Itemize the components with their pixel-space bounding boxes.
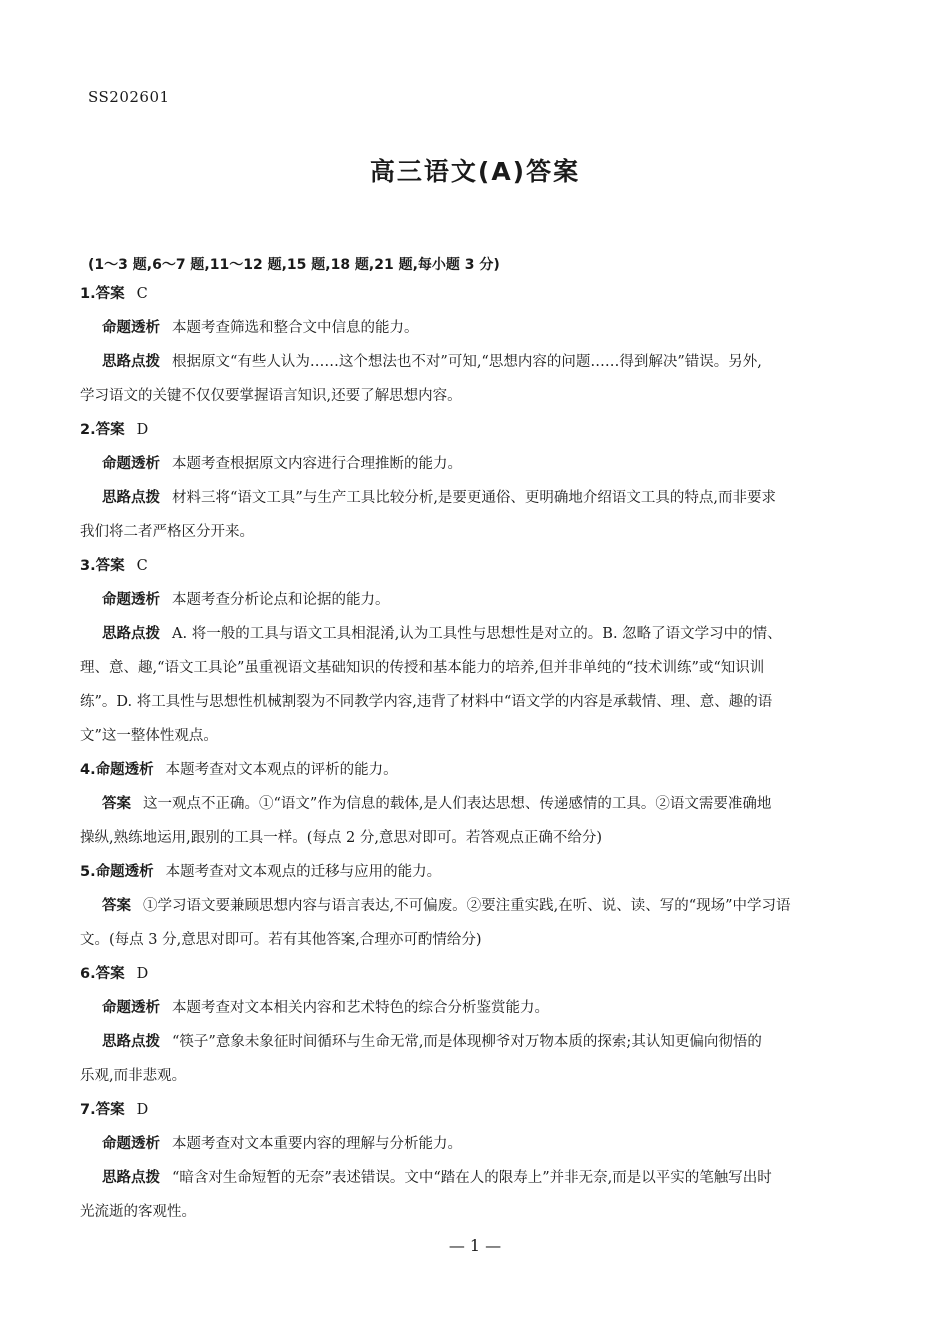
question-5-answer-continued: 文。(每点 3 分,意思对即可。若有其他答案,合理亦可酌情给分): [80, 932, 482, 948]
insight-label: 命题透析: [102, 320, 160, 336]
hint-label: 思路点拨: [102, 490, 160, 506]
insight-text: 本题考查对文本观点的评析的能力。: [165, 762, 398, 778]
hint-label: 思路点拨: [102, 1170, 160, 1186]
insight-label: 命题透析: [102, 1136, 160, 1152]
question-1-hint-continued: 学习语文的关键不仅仅要掌握语言知识,还要了解思想内容。: [80, 388, 462, 404]
hint-text: 材料三将“语文工具”与生产工具比较分析,是要更通俗、更明确地介绍语文工具的特点,而非要求: [172, 490, 777, 506]
question-number: 6.: [80, 966, 96, 982]
question-7-answer: [80, 1098, 870, 1122]
question-6-insight: [80, 996, 870, 1020]
scoring-note: (1～3 题,6～7 题,11～12 题,15 题,18 题,21 题,每小题 3 分): [88, 257, 500, 273]
insight-text: 本题考查筛选和整合文中信息的能力。: [172, 320, 419, 336]
answer-choice: D: [136, 1102, 149, 1118]
insight-text: 本题考查对文本观点的迁移与应用的能力。: [165, 864, 442, 880]
question-number: 4.: [80, 762, 96, 778]
insight-label: 命题透析: [102, 456, 160, 472]
hint-text: A. 将一般的工具与语文工具相混淆,认为工具性与思想性是对立的。B. 忽略了语文学习中的情、: [172, 626, 782, 642]
question-4-answer-continued: 操纵,熟练地运用,跟别的工具一样。(每点 2 分,意思对即可。若答观点正确不给分): [80, 830, 603, 846]
answer-label: 答案: [95, 422, 125, 438]
question-3-hint: [80, 617, 870, 651]
question-7-insight: [80, 1132, 870, 1156]
answer-label: 答案: [95, 1102, 125, 1118]
question-1-hint: [80, 345, 870, 379]
question-2-hint-continued: 我们将二者严格区分开来。: [80, 524, 254, 540]
question-4-insight: [80, 758, 870, 782]
question-number: 7.: [80, 1102, 96, 1118]
insight-label: 命题透析: [102, 1000, 160, 1016]
question-5-answer: [80, 889, 870, 923]
question-3-hint-continued-3: 文”这一整体性观点。: [80, 728, 218, 744]
question-6-answer: [80, 962, 870, 986]
question-3-insight: [80, 588, 870, 612]
hint-text: “暗含对生命短暂的无奈”表述错误。文中“踏在人的限寿上”并非无奈,而是以平实的笔触写出时: [172, 1170, 772, 1186]
hint-label: 思路点拨: [102, 1034, 160, 1050]
hint-text: 根据原文“有些人认为……这个想法也不对”可知,“思想内容的问题……得到解决”错误。另外,: [172, 354, 762, 370]
answers-content: [80, 282, 870, 1234]
question-3-answer: [80, 554, 870, 578]
question-number: 3.: [80, 558, 96, 574]
question-6-hint-continued: 乐观,而非悲观。: [80, 1068, 187, 1084]
answer-label: 答案: [95, 966, 125, 982]
question-7-hint: [80, 1161, 870, 1195]
insight-text: 本题考查对文本相关内容和艺术特色的综合分析鉴赏能力。: [172, 1000, 549, 1016]
insight-text: 本题考查根据原文内容进行合理推断的能力。: [172, 456, 462, 472]
question-1-answer: [80, 282, 870, 306]
answer-label: 答案: [102, 796, 131, 812]
question-number: 2.: [80, 422, 96, 438]
hint-text: “筷子”意象未象征时间循环与生命无常,而是体现柳爷对万物本质的探索;其认知更偏向彻悟的: [172, 1034, 762, 1050]
answer-text: ①学习语文要兼顾思想内容与语言表达,不可偏废。②要注重实践,在听、说、读、写的“现场”中学习语: [143, 898, 791, 914]
question-4-answer: [80, 787, 870, 821]
question-2-insight: [80, 452, 870, 476]
answer-choice: D: [136, 966, 149, 982]
question-3-hint-continued-2: 练”。D. 将工具性与思想性机械割裂为不同教学内容,违背了材料中“语文学的内容是承载情、理、意、趣的语: [80, 694, 773, 710]
insight-label: 命题透析: [102, 592, 160, 608]
question-2-hint: [80, 481, 870, 515]
answer-text: 这一观点不正确。①“语文”作为信息的载体,是人们表达思想、传递感情的工具。②语文需要准确地: [143, 796, 772, 812]
question-6-hint: [80, 1025, 870, 1059]
answer-label: 答案: [95, 558, 125, 574]
answer-label: 答案: [95, 286, 125, 302]
question-number: 1.: [80, 286, 96, 302]
document-code: SS202601: [88, 88, 170, 106]
insight-text: 本题考查对文本重要内容的理解与分析能力。: [172, 1136, 462, 1152]
answer-choice: C: [136, 558, 148, 574]
answer-label: 答案: [102, 898, 131, 914]
question-7-hint-continued: 光流逝的客观性。: [80, 1204, 196, 1220]
hint-label: 思路点拨: [102, 626, 160, 642]
question-3-hint-continued-1: 理、意、趣,“语文工具论”虽重视语文基础知识的传授和基本能力的培养,但并非单纯的“技术训练”或“知识训: [80, 660, 765, 676]
question-1-insight: [80, 316, 870, 340]
page-title: 高三语文(A)答案: [369, 157, 581, 186]
insight-label: 命题透析: [95, 762, 154, 778]
hint-label: 思路点拨: [102, 354, 160, 370]
question-5-insight: [80, 860, 870, 884]
question-number: 5.: [80, 864, 96, 880]
question-2-answer: [80, 418, 870, 442]
insight-text: 本题考查分析论点和论据的能力。: [172, 592, 390, 608]
page-number: — 1 —: [448, 1236, 502, 1255]
answer-choice: D: [136, 422, 149, 438]
insight-label: 命题透析: [95, 864, 154, 880]
answer-choice: C: [136, 286, 148, 302]
